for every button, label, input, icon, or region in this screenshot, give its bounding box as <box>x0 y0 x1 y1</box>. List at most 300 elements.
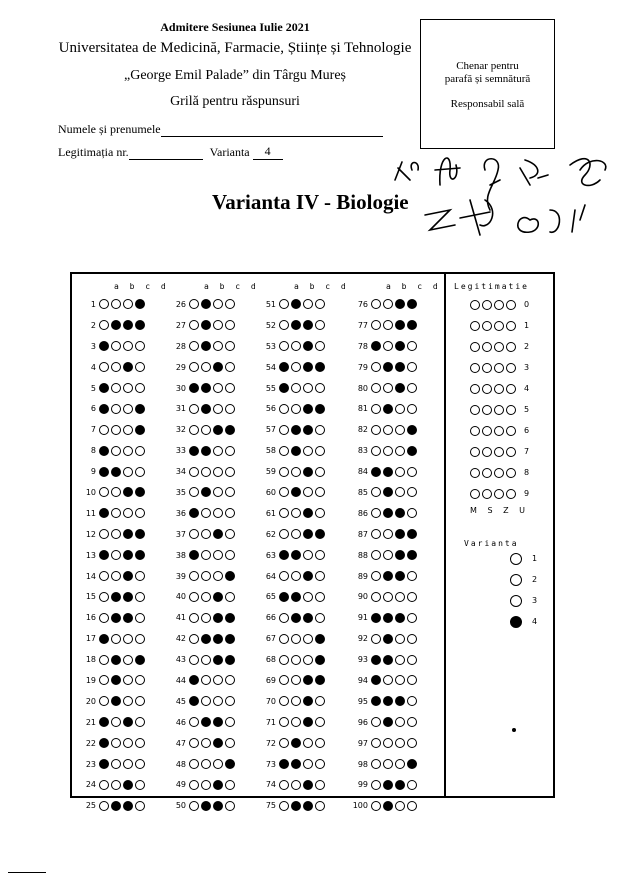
answer-bubble-d[interactable] <box>315 655 325 665</box>
answer-bubble-b[interactable] <box>291 467 301 477</box>
id-bubble[interactable] <box>482 363 492 373</box>
answer-bubble-a[interactable] <box>189 529 199 539</box>
answer-bubble-b[interactable] <box>201 362 211 372</box>
answer-bubble-c[interactable] <box>213 634 223 644</box>
answer-bubble-c[interactable] <box>123 299 133 309</box>
answer-bubble-c[interactable] <box>395 487 405 497</box>
answer-bubble-b[interactable] <box>291 738 301 748</box>
answer-bubble-d[interactable] <box>135 550 145 560</box>
answer-bubble-a[interactable] <box>99 487 109 497</box>
answer-bubble-b[interactable] <box>201 571 211 581</box>
answer-bubble-d[interactable] <box>225 550 235 560</box>
variant-bubble[interactable] <box>510 553 522 565</box>
answer-bubble-b[interactable] <box>201 467 211 477</box>
answer-bubble-b[interactable] <box>111 592 121 602</box>
answer-bubble-a[interactable] <box>99 696 109 706</box>
answer-bubble-a[interactable] <box>189 801 199 811</box>
answer-bubble-a[interactable] <box>279 780 289 790</box>
answer-bubble-d[interactable] <box>407 780 417 790</box>
answer-bubble-d[interactable] <box>407 717 417 727</box>
answer-bubble-d[interactable] <box>135 341 145 351</box>
answer-bubble-b[interactable] <box>383 299 393 309</box>
answer-bubble-c[interactable] <box>395 592 405 602</box>
answer-bubble-b[interactable] <box>291 613 301 623</box>
answer-bubble-b[interactable] <box>201 529 211 539</box>
answer-bubble-d[interactable] <box>315 571 325 581</box>
answer-bubble-c[interactable] <box>213 425 223 435</box>
answer-bubble-b[interactable] <box>291 759 301 769</box>
answer-bubble-c[interactable] <box>123 550 133 560</box>
answer-bubble-d[interactable] <box>407 801 417 811</box>
answer-bubble-b[interactable] <box>201 717 211 727</box>
answer-bubble-d[interactable] <box>407 738 417 748</box>
answer-bubble-c[interactable] <box>395 717 405 727</box>
answer-bubble-b[interactable] <box>111 467 121 477</box>
answer-bubble-d[interactable] <box>225 634 235 644</box>
answer-bubble-b[interactable] <box>291 320 301 330</box>
answer-bubble-b[interactable] <box>111 571 121 581</box>
id-bubble[interactable] <box>482 447 492 457</box>
answer-bubble-b[interactable] <box>291 780 301 790</box>
answer-bubble-c[interactable] <box>395 404 405 414</box>
answer-bubble-a[interactable] <box>371 320 381 330</box>
answer-bubble-b[interactable] <box>201 780 211 790</box>
answer-bubble-c[interactable] <box>123 508 133 518</box>
answer-bubble-c[interactable] <box>123 320 133 330</box>
answer-bubble-a[interactable] <box>279 320 289 330</box>
answer-bubble-d[interactable] <box>135 487 145 497</box>
answer-bubble-d[interactable] <box>225 383 235 393</box>
answer-bubble-b[interactable] <box>291 508 301 518</box>
answer-bubble-d[interactable] <box>135 801 145 811</box>
answer-bubble-d[interactable] <box>135 404 145 414</box>
answer-bubble-b[interactable] <box>291 529 301 539</box>
answer-bubble-d[interactable] <box>315 467 325 477</box>
id-bubble[interactable] <box>470 342 480 352</box>
id-bubble[interactable] <box>506 447 516 457</box>
answer-bubble-d[interactable] <box>225 571 235 581</box>
answer-bubble-d[interactable] <box>315 801 325 811</box>
answer-bubble-b[interactable] <box>383 675 393 685</box>
answer-bubble-d[interactable] <box>225 675 235 685</box>
answer-bubble-d[interactable] <box>407 550 417 560</box>
answer-bubble-d[interactable] <box>135 529 145 539</box>
answer-bubble-c[interactable] <box>213 696 223 706</box>
answer-bubble-c[interactable] <box>123 759 133 769</box>
answer-bubble-a[interactable] <box>371 592 381 602</box>
answer-bubble-b[interactable] <box>201 613 211 623</box>
answer-bubble-c[interactable] <box>303 487 313 497</box>
answer-bubble-c[interactable] <box>303 675 313 685</box>
id-bubble[interactable] <box>506 363 516 373</box>
answer-bubble-a[interactable] <box>99 675 109 685</box>
answer-bubble-c[interactable] <box>123 446 133 456</box>
answer-bubble-d[interactable] <box>135 299 145 309</box>
answer-bubble-a[interactable] <box>99 759 109 769</box>
answer-bubble-d[interactable] <box>407 634 417 644</box>
answer-bubble-d[interactable] <box>225 487 235 497</box>
answer-bubble-a[interactable] <box>371 738 381 748</box>
answer-bubble-c[interactable] <box>213 446 223 456</box>
answer-bubble-c[interactable] <box>303 571 313 581</box>
answer-bubble-b[interactable] <box>201 759 211 769</box>
answer-bubble-c[interactable] <box>123 487 133 497</box>
answer-bubble-b[interactable] <box>111 613 121 623</box>
answer-bubble-d[interactable] <box>225 299 235 309</box>
answer-bubble-d[interactable] <box>135 613 145 623</box>
answer-bubble-d[interactable] <box>407 613 417 623</box>
answer-bubble-a[interactable] <box>99 341 109 351</box>
answer-bubble-b[interactable] <box>291 383 301 393</box>
answer-bubble-b[interactable] <box>291 404 301 414</box>
id-bubble[interactable] <box>482 405 492 415</box>
answer-bubble-c[interactable] <box>213 592 223 602</box>
answer-bubble-c[interactable] <box>303 508 313 518</box>
answer-bubble-a[interactable] <box>279 801 289 811</box>
answer-bubble-d[interactable] <box>315 487 325 497</box>
answer-bubble-c[interactable] <box>395 801 405 811</box>
id-bubble[interactable] <box>470 468 480 478</box>
answer-bubble-c[interactable] <box>213 759 223 769</box>
id-bubble[interactable] <box>482 426 492 436</box>
answer-bubble-d[interactable] <box>315 613 325 623</box>
answer-bubble-d[interactable] <box>407 508 417 518</box>
answer-bubble-a[interactable] <box>189 299 199 309</box>
answer-bubble-b[interactable] <box>291 592 301 602</box>
answer-bubble-d[interactable] <box>407 446 417 456</box>
answer-bubble-b[interactable] <box>111 487 121 497</box>
answer-bubble-a[interactable] <box>371 299 381 309</box>
answer-bubble-c[interactable] <box>395 571 405 581</box>
answer-bubble-c[interactable] <box>303 634 313 644</box>
answer-bubble-a[interactable] <box>279 738 289 748</box>
answer-bubble-a[interactable] <box>99 383 109 393</box>
answer-bubble-a[interactable] <box>371 550 381 560</box>
answer-bubble-b[interactable] <box>111 425 121 435</box>
answer-bubble-a[interactable] <box>279 717 289 727</box>
answer-bubble-d[interactable] <box>315 634 325 644</box>
answer-bubble-b[interactable] <box>291 801 301 811</box>
answer-bubble-a[interactable] <box>371 613 381 623</box>
answer-bubble-d[interactable] <box>315 696 325 706</box>
id-bubble[interactable] <box>494 342 504 352</box>
answer-bubble-d[interactable] <box>407 404 417 414</box>
answer-bubble-a[interactable] <box>371 467 381 477</box>
answer-bubble-d[interactable] <box>315 320 325 330</box>
answer-bubble-c[interactable] <box>395 341 405 351</box>
answer-bubble-d[interactable] <box>135 634 145 644</box>
answer-bubble-a[interactable] <box>99 320 109 330</box>
answer-bubble-c[interactable] <box>395 383 405 393</box>
answer-bubble-b[interactable] <box>383 592 393 602</box>
answer-bubble-a[interactable] <box>279 362 289 372</box>
answer-bubble-d[interactable] <box>315 404 325 414</box>
answer-bubble-b[interactable] <box>201 738 211 748</box>
answer-bubble-c[interactable] <box>123 467 133 477</box>
answer-bubble-b[interactable] <box>383 613 393 623</box>
answer-bubble-a[interactable] <box>189 341 199 351</box>
answer-bubble-b[interactable] <box>291 655 301 665</box>
answer-bubble-c[interactable] <box>303 341 313 351</box>
answer-bubble-d[interactable] <box>315 299 325 309</box>
answer-bubble-b[interactable] <box>383 529 393 539</box>
answer-bubble-a[interactable] <box>189 592 199 602</box>
answer-bubble-a[interactable] <box>371 717 381 727</box>
answer-bubble-a[interactable] <box>279 696 289 706</box>
answer-bubble-a[interactable] <box>189 404 199 414</box>
answer-bubble-d[interactable] <box>407 655 417 665</box>
answer-bubble-a[interactable] <box>189 717 199 727</box>
answer-bubble-b[interactable] <box>383 362 393 372</box>
answer-bubble-a[interactable] <box>99 738 109 748</box>
id-bubble[interactable] <box>494 363 504 373</box>
answer-bubble-b[interactable] <box>111 550 121 560</box>
answer-bubble-c[interactable] <box>213 467 223 477</box>
answer-bubble-b[interactable] <box>291 571 301 581</box>
answer-bubble-a[interactable] <box>99 592 109 602</box>
answer-bubble-a[interactable] <box>99 550 109 560</box>
answer-bubble-a[interactable] <box>189 696 199 706</box>
answer-bubble-b[interactable] <box>111 655 121 665</box>
answer-bubble-c[interactable] <box>303 467 313 477</box>
answer-bubble-a[interactable] <box>99 571 109 581</box>
answer-bubble-b[interactable] <box>291 446 301 456</box>
answer-bubble-d[interactable] <box>135 738 145 748</box>
id-bubble[interactable] <box>494 300 504 310</box>
answer-bubble-a[interactable] <box>371 696 381 706</box>
id-bubble[interactable] <box>482 384 492 394</box>
answer-bubble-b[interactable] <box>383 508 393 518</box>
answer-bubble-b[interactable] <box>201 550 211 560</box>
answer-bubble-c[interactable] <box>303 299 313 309</box>
answer-bubble-b[interactable] <box>201 801 211 811</box>
answer-bubble-d[interactable] <box>135 425 145 435</box>
answer-bubble-b[interactable] <box>383 467 393 477</box>
answer-bubble-a[interactable] <box>279 550 289 560</box>
answer-bubble-c[interactable] <box>395 675 405 685</box>
answer-bubble-c[interactable] <box>123 655 133 665</box>
answer-bubble-b[interactable] <box>291 299 301 309</box>
answer-bubble-c[interactable] <box>213 383 223 393</box>
id-bubble[interactable] <box>470 489 480 499</box>
answer-bubble-b[interactable] <box>383 320 393 330</box>
answer-bubble-b[interactable] <box>383 696 393 706</box>
answer-bubble-c[interactable] <box>303 655 313 665</box>
answer-bubble-b[interactable] <box>111 341 121 351</box>
answer-bubble-a[interactable] <box>189 487 199 497</box>
answer-bubble-a[interactable] <box>279 404 289 414</box>
answer-bubble-b[interactable] <box>291 341 301 351</box>
id-bubble[interactable] <box>470 384 480 394</box>
variant-bubble[interactable] <box>510 574 522 586</box>
answer-bubble-a[interactable] <box>371 341 381 351</box>
answer-bubble-d[interactable] <box>225 738 235 748</box>
answer-bubble-d[interactable] <box>225 320 235 330</box>
answer-bubble-b[interactable] <box>383 550 393 560</box>
answer-bubble-d[interactable] <box>315 759 325 769</box>
answer-bubble-b[interactable] <box>111 383 121 393</box>
id-bubble[interactable] <box>506 384 516 394</box>
answer-bubble-c[interactable] <box>123 696 133 706</box>
answer-bubble-c[interactable] <box>395 320 405 330</box>
answer-bubble-a[interactable] <box>279 655 289 665</box>
answer-bubble-b[interactable] <box>291 675 301 685</box>
answer-bubble-d[interactable] <box>407 592 417 602</box>
id-bubble[interactable] <box>506 426 516 436</box>
answer-bubble-b[interactable] <box>201 508 211 518</box>
answer-bubble-c[interactable] <box>395 613 405 623</box>
answer-bubble-c[interactable] <box>123 404 133 414</box>
answer-bubble-c[interactable] <box>303 383 313 393</box>
answer-bubble-b[interactable] <box>201 425 211 435</box>
answer-bubble-d[interactable] <box>315 529 325 539</box>
answer-bubble-b[interactable] <box>291 550 301 560</box>
answer-bubble-b[interactable] <box>111 529 121 539</box>
answer-bubble-b[interactable] <box>383 383 393 393</box>
answer-bubble-d[interactable] <box>315 362 325 372</box>
answer-bubble-c[interactable] <box>303 320 313 330</box>
id-bubble[interactable] <box>494 468 504 478</box>
answer-bubble-a[interactable] <box>189 759 199 769</box>
answer-bubble-b[interactable] <box>383 738 393 748</box>
answer-bubble-d[interactable] <box>135 467 145 477</box>
answer-bubble-a[interactable] <box>189 780 199 790</box>
answer-bubble-b[interactable] <box>111 738 121 748</box>
answer-bubble-c[interactable] <box>213 508 223 518</box>
answer-bubble-c[interactable] <box>213 404 223 414</box>
answer-bubble-d[interactable] <box>225 696 235 706</box>
answer-bubble-a[interactable] <box>371 529 381 539</box>
id-bubble[interactable] <box>494 426 504 436</box>
answer-bubble-b[interactable] <box>383 425 393 435</box>
answer-bubble-b[interactable] <box>291 634 301 644</box>
answer-bubble-a[interactable] <box>279 529 289 539</box>
answer-bubble-c[interactable] <box>213 362 223 372</box>
answer-bubble-b[interactable] <box>383 759 393 769</box>
answer-bubble-d[interactable] <box>135 675 145 685</box>
answer-bubble-d[interactable] <box>407 362 417 372</box>
answer-bubble-c[interactable] <box>213 529 223 539</box>
answer-bubble-b[interactable] <box>383 717 393 727</box>
answer-bubble-a[interactable] <box>99 404 109 414</box>
answer-bubble-c[interactable] <box>123 362 133 372</box>
answer-bubble-b[interactable] <box>291 717 301 727</box>
id-bubble[interactable] <box>506 300 516 310</box>
answer-bubble-a[interactable] <box>99 508 109 518</box>
id-bubble[interactable] <box>494 405 504 415</box>
answer-bubble-c[interactable] <box>123 383 133 393</box>
id-bubble[interactable] <box>506 489 516 499</box>
answer-bubble-a[interactable] <box>371 508 381 518</box>
answer-bubble-b[interactable] <box>111 780 121 790</box>
answer-bubble-a[interactable] <box>371 425 381 435</box>
answer-bubble-c[interactable] <box>395 362 405 372</box>
answer-bubble-d[interactable] <box>407 320 417 330</box>
answer-bubble-a[interactable] <box>99 299 109 309</box>
answer-bubble-d[interactable] <box>135 571 145 581</box>
answer-bubble-c[interactable] <box>395 738 405 748</box>
answer-bubble-a[interactable] <box>99 446 109 456</box>
answer-bubble-c[interactable] <box>303 550 313 560</box>
answer-bubble-c[interactable] <box>303 696 313 706</box>
answer-bubble-d[interactable] <box>135 383 145 393</box>
answer-bubble-a[interactable] <box>99 780 109 790</box>
answer-bubble-b[interactable] <box>291 362 301 372</box>
answer-bubble-a[interactable] <box>279 508 289 518</box>
answer-bubble-d[interactable] <box>315 383 325 393</box>
answer-bubble-a[interactable] <box>189 508 199 518</box>
answer-bubble-d[interactable] <box>315 738 325 748</box>
answer-bubble-b[interactable] <box>201 592 211 602</box>
answer-bubble-c[interactable] <box>303 613 313 623</box>
answer-bubble-a[interactable] <box>371 634 381 644</box>
answer-bubble-a[interactable] <box>371 675 381 685</box>
answer-bubble-c[interactable] <box>303 404 313 414</box>
answer-bubble-a[interactable] <box>189 446 199 456</box>
id-bubble[interactable] <box>482 468 492 478</box>
answer-bubble-c[interactable] <box>303 801 313 811</box>
answer-bubble-b[interactable] <box>201 675 211 685</box>
answer-bubble-b[interactable] <box>383 801 393 811</box>
answer-bubble-d[interactable] <box>225 801 235 811</box>
answer-bubble-c[interactable] <box>395 529 405 539</box>
answer-bubble-a[interactable] <box>279 675 289 685</box>
answer-bubble-d[interactable] <box>225 759 235 769</box>
answer-bubble-b[interactable] <box>383 780 393 790</box>
answer-bubble-a[interactable] <box>189 467 199 477</box>
answer-bubble-b[interactable] <box>383 634 393 644</box>
answer-bubble-b[interactable] <box>111 446 121 456</box>
answer-bubble-b[interactable] <box>201 696 211 706</box>
id-bubble[interactable] <box>470 321 480 331</box>
answer-bubble-c[interactable] <box>123 592 133 602</box>
answer-bubble-c[interactable] <box>213 571 223 581</box>
id-bubble[interactable] <box>506 321 516 331</box>
answer-bubble-a[interactable] <box>279 425 289 435</box>
answer-bubble-b[interactable] <box>111 508 121 518</box>
answer-bubble-d[interactable] <box>225 341 235 351</box>
answer-bubble-c[interactable] <box>213 320 223 330</box>
answer-bubble-c[interactable] <box>213 299 223 309</box>
answer-bubble-a[interactable] <box>279 383 289 393</box>
id-bubble[interactable] <box>470 405 480 415</box>
answer-bubble-a[interactable] <box>189 634 199 644</box>
answer-bubble-b[interactable] <box>201 341 211 351</box>
answer-bubble-d[interactable] <box>225 467 235 477</box>
answer-bubble-a[interactable] <box>279 446 289 456</box>
answer-bubble-d[interactable] <box>225 780 235 790</box>
answer-bubble-b[interactable] <box>111 404 121 414</box>
answer-bubble-d[interactable] <box>407 383 417 393</box>
answer-bubble-c[interactable] <box>395 550 405 560</box>
answer-bubble-b[interactable] <box>383 404 393 414</box>
answer-bubble-a[interactable] <box>99 613 109 623</box>
answer-bubble-b[interactable] <box>201 634 211 644</box>
answer-bubble-d[interactable] <box>135 446 145 456</box>
id-bubble[interactable] <box>470 447 480 457</box>
answer-bubble-c[interactable] <box>123 738 133 748</box>
id-bubble[interactable] <box>494 384 504 394</box>
answer-bubble-d[interactable] <box>315 341 325 351</box>
answer-bubble-c[interactable] <box>213 801 223 811</box>
answer-bubble-b[interactable] <box>291 487 301 497</box>
answer-bubble-c[interactable] <box>303 717 313 727</box>
answer-bubble-d[interactable] <box>315 425 325 435</box>
answer-bubble-d[interactable] <box>315 550 325 560</box>
answer-bubble-d[interactable] <box>407 425 417 435</box>
id-bubble[interactable] <box>482 342 492 352</box>
answer-bubble-a[interactable] <box>99 425 109 435</box>
